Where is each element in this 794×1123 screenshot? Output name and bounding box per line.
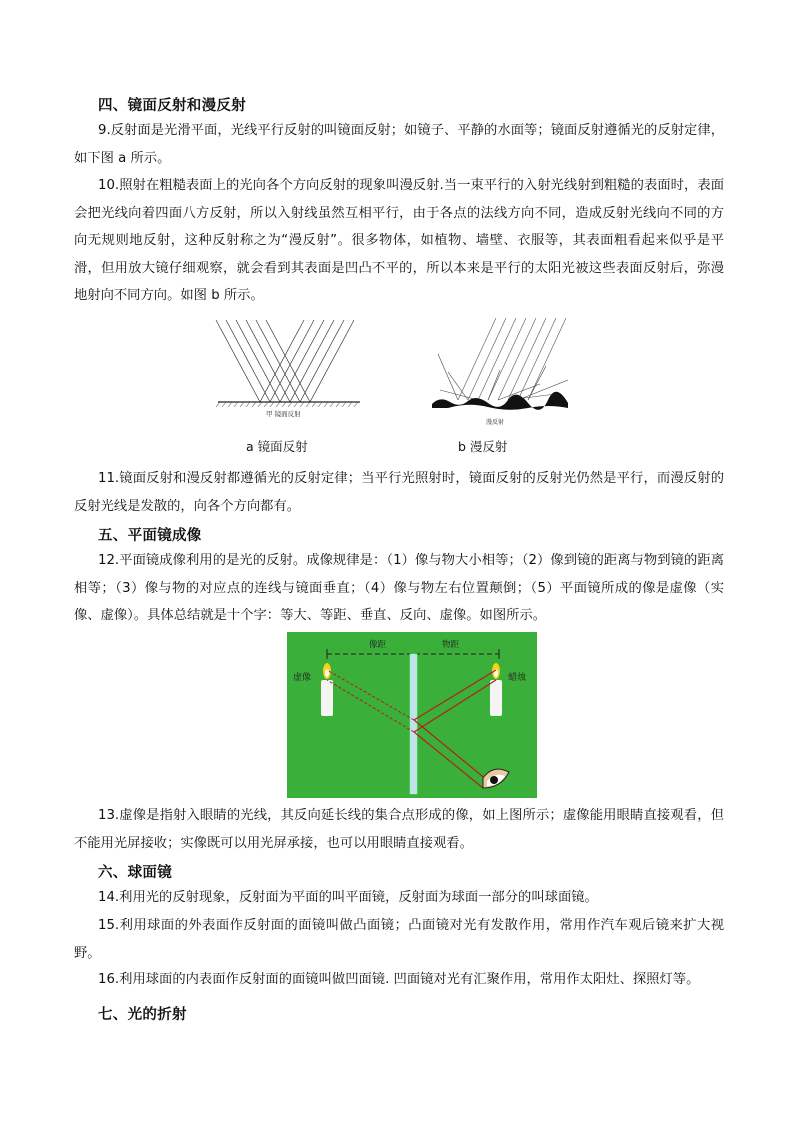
paragraph-9: 9.反射面是光滑平面，光线平行反射的叫镜面反射；如镜子、平静的水面等；镜面反射遵循光的反射定律，如下图 a 所示。 <box>74 123 724 166</box>
caption-b: b 漫反射 <box>458 439 508 454</box>
candle-label: 蜡烛 <box>508 673 527 683</box>
object-distance-label: 物距 <box>442 640 460 650</box>
paragraph-10: 10.照射在粗糙表面上的光向各个方向反射的现象叫漫反射.当一束平行的入射光线射到粗糙的表面时，表面会把光线向着四面八方反射，所以入射线虽然互相平行，由于各点的法线方向不同，造成反射光线向不同的方向无规则地反射，这种反射称之为“漫反射”。很多物体，如植物、墙壁、衣服等，其表面粗看起来似乎是平滑，但用放大镜仔细观察，就会看到其表面是凹凸不平的，所以本来是平行的太阳光被这些表面反射后，弥漫地射向不同方向。如图 b 所示。 <box>74 178 724 303</box>
section-4-title: 四、镜面反射和漫反射 <box>98 98 246 114</box>
diffuse-reflection-figure <box>428 314 578 430</box>
plane-mirror-figure <box>287 632 537 798</box>
specular-reflection-figure <box>214 312 364 422</box>
paragraph-15: 15.利用球面的外表面作反射面的面镜叫做凸面镜；凸面镜对光有发散作用，常用作汽车观后镜来扩大视野。 <box>74 918 724 961</box>
paragraph-12: 12.平面镜成像利用的是光的反射。成像规律是：（1）像与物大小相等；（2）像到镜的距离与物到镜的距离相等；（3）像与物的对应点的连线与镜面垂直；（4）像与物左右位置颠倒；（5）平面镜所成的像是虚像（实像、虚像）。具体总结就是十个字：等大、等距、垂直、反向、虚像。如图所示。 <box>74 553 724 623</box>
section-7-title: 七、光的折射 <box>98 1007 187 1023</box>
mirror <box>410 654 417 794</box>
section-5-title: 五、平面镜成像 <box>98 528 202 544</box>
paragraph-11: 11.镜面反射和漫反射都遵循光的反射定律；当平行光照射时，镜面反射的反射光仍然是平行，而漫反射的反射光线是发散的，向各个方向都有。 <box>74 471 724 514</box>
caption-a: a 镜面反射 <box>246 439 308 454</box>
real-candle <box>490 680 502 716</box>
section-6-title: 六、球面镜 <box>98 865 172 881</box>
paragraph-16: 16.利用球面的内表面作反射面的面镜叫做凹面镜. 凹面镜对光有汇聚作用，常用作太阳灶、探照灯等。 <box>98 972 700 987</box>
specular-figure-label: 甲 镜面反射 <box>266 410 301 418</box>
paragraph-14: 14.利用光的反射现象，反射面为平面的叫平面镜，反射面为球面一部分的叫球面镜。 <box>98 890 598 905</box>
image-distance-label: 像距 <box>369 640 387 650</box>
diffuse-figure-label: 漫反射 <box>486 419 505 426</box>
paragraph-13: 13.虚像是指射入眼睛的光线，其反向延长线的集合点形成的像，如上图所示；虚像能用眼睛直接观看，但不能用光屏接收；实像既可以用光屏承接，也可以用眼睛直接观看。 <box>74 808 724 851</box>
virtual-candle <box>321 680 333 716</box>
virtual-image-label: 虚像 <box>293 673 312 683</box>
